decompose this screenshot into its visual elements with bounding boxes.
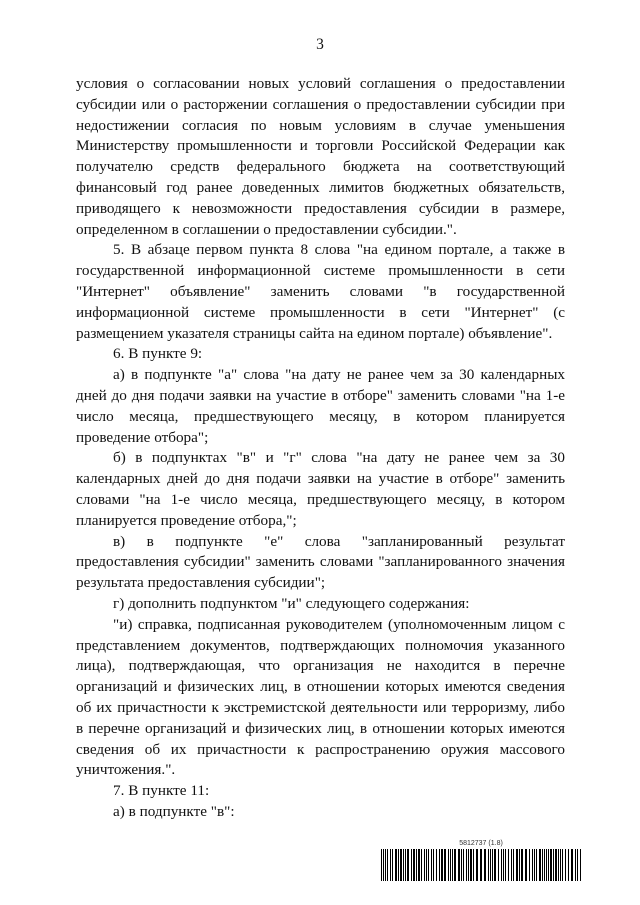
page-number: 3 (316, 36, 324, 53)
barcode-bar (418, 849, 420, 881)
barcode-bar (400, 849, 402, 881)
barcode-bar (441, 849, 443, 881)
barcode-bar (395, 849, 397, 881)
barcode-bar (416, 849, 417, 881)
barcode-bar (539, 849, 541, 881)
barcode-bar (428, 849, 429, 881)
barcode-bar (444, 849, 446, 881)
barcode-bar (421, 849, 422, 881)
barcode-bar (525, 849, 527, 881)
barcode-bar (476, 849, 478, 881)
barcode-bar (501, 849, 502, 881)
paragraph: 6. В пункте 9: (113, 345, 203, 363)
paragraph: г) дополнить подпунктом "и" следующего содержания: (113, 594, 470, 612)
barcode-bar (550, 849, 552, 881)
barcode-bar (407, 849, 409, 881)
paragraph: 7. В пункте 11: (113, 782, 210, 800)
barcode-bar (470, 849, 472, 881)
barcode-bar (392, 849, 393, 881)
barcode-bar (513, 849, 514, 881)
barcode-bar (463, 849, 464, 881)
barcode-bar (536, 849, 537, 881)
barcode-bar (562, 849, 563, 881)
barcode-bar (436, 849, 437, 881)
barcode-bar (529, 849, 530, 881)
barcode-bar (534, 849, 535, 881)
paragraph: а) в подпункте "а" слова "на дату не ранее чем за 30 календарных дней до дня подачи заявки на участие в отборе" заменить словами "на 1-е число месяца, предшествующего месяцу, в котором планируется проведение отбора"; (76, 366, 565, 446)
barcode-bar (403, 849, 404, 881)
barcode-bar (544, 849, 545, 881)
barcode-bar (494, 849, 496, 881)
barcode-bar (398, 849, 399, 881)
barcode-bar (390, 849, 391, 881)
document-body (76, 74, 565, 823)
barcode-bar (558, 849, 559, 881)
barcode-bar (424, 849, 425, 881)
barcode-bar (519, 849, 520, 881)
barcode-bar (458, 849, 460, 881)
barcode-bar (413, 849, 415, 881)
barcode-bar (433, 849, 434, 881)
barcode-bar (555, 849, 557, 881)
barcode-bars (381, 849, 581, 881)
barcode-bar (466, 849, 467, 881)
paragraph: а) в подпункте "в": (113, 802, 235, 820)
barcode-bar (548, 849, 549, 881)
barcode-bar (553, 849, 554, 881)
barcode-bar (454, 849, 456, 881)
barcode-caption: 5812737 (1.8) (459, 840, 503, 847)
barcode-bar (560, 849, 561, 881)
barcode-bar (503, 849, 504, 881)
barcode-bar (484, 849, 486, 881)
barcode-bar (383, 849, 384, 881)
barcode-bar (575, 849, 576, 881)
barcode-bar (480, 849, 482, 881)
barcode-bar (468, 849, 469, 881)
barcode-bar (461, 849, 462, 881)
barcode-bar (546, 849, 547, 881)
barcode-bar (580, 849, 581, 881)
barcode-bar (439, 849, 440, 881)
barcode-bar (565, 849, 566, 881)
barcode (381, 840, 581, 884)
barcode-bar (381, 849, 382, 881)
barcode-bar (411, 849, 412, 881)
barcode-bar (505, 849, 506, 881)
barcode-bar (385, 849, 386, 881)
barcode-bar (492, 849, 493, 881)
barcode-bar (426, 849, 427, 881)
barcode-bar (387, 849, 388, 881)
paragraph: 5. В абзаце первом пункта 8 слова "на едином портале, а также в государственной информационной системе промышленности в сети "Интернет" объявление" заменить словами "в государственной информационной системе промышленности в сети "Интернет" (с размещением указателя страницы сайта на едином портале) объявление". (76, 241, 565, 342)
paragraph: в) в подпункте "е" слова "запланированный результат предоставления субсидии" заменить словами "запланированного значения результата предоставления субсидии"; (76, 532, 565, 592)
barcode-bar (542, 849, 543, 881)
barcode-bar (577, 849, 578, 881)
barcode-bar (532, 849, 533, 881)
barcode-bar (490, 849, 491, 881)
barcode-bar (431, 849, 432, 881)
barcode-bar (516, 849, 518, 881)
barcode-bar (508, 849, 509, 881)
barcode-bar (498, 849, 499, 881)
barcode-bar (511, 849, 512, 881)
paragraph: б) в подпунктах "в" и "г" слова "на дату не ранее чем за 30 календарных дней до дня подачи заявки на участие в отборе" заменить словами "на 1-е число месяца, предшествующего месяцу, в котором планируется проведение отбора,"; (76, 449, 565, 529)
barcode-bar (452, 849, 453, 881)
barcode-bar (450, 849, 451, 881)
barcode-bar (521, 849, 523, 881)
barcode-bar (571, 849, 573, 881)
barcode-bar (473, 849, 474, 881)
barcode-bar (568, 849, 569, 881)
barcode-bar (448, 849, 449, 881)
barcode-bar (405, 849, 406, 881)
paragraph: "и) справка, подписанная руководителем (уполномоченным лицом с представлением документов, подтверждающих полномочия указанного лица), подтверждающая, что организация не находится в перечне организаций и физических лиц, в отношении которых имеются сведения об их причастности к экстремистской деятельности или терроризму, либо в перечне организаций и физических лиц, в отношении которых имеются сведения об их причастности к распространению оружия массового уничтожения.". (76, 615, 565, 779)
barcode-bar (488, 849, 489, 881)
paragraph: условия о согласовании новых условий соглашения о предоставлении субсидии или о расторжении соглашения о предоставлении субсидии при недостижении согласия по новым условиям в случае уменьшения Министерству промышленности и торговли Российской Федерации как получателю средств федерального бюджета на соответствующий финансовый год ранее доведенных лимитов бюджетных обязательств, приводящего к невозможности предоставления субсидии в размере, определенном в соглашении о предоставлении субсидии.". (76, 75, 565, 238)
